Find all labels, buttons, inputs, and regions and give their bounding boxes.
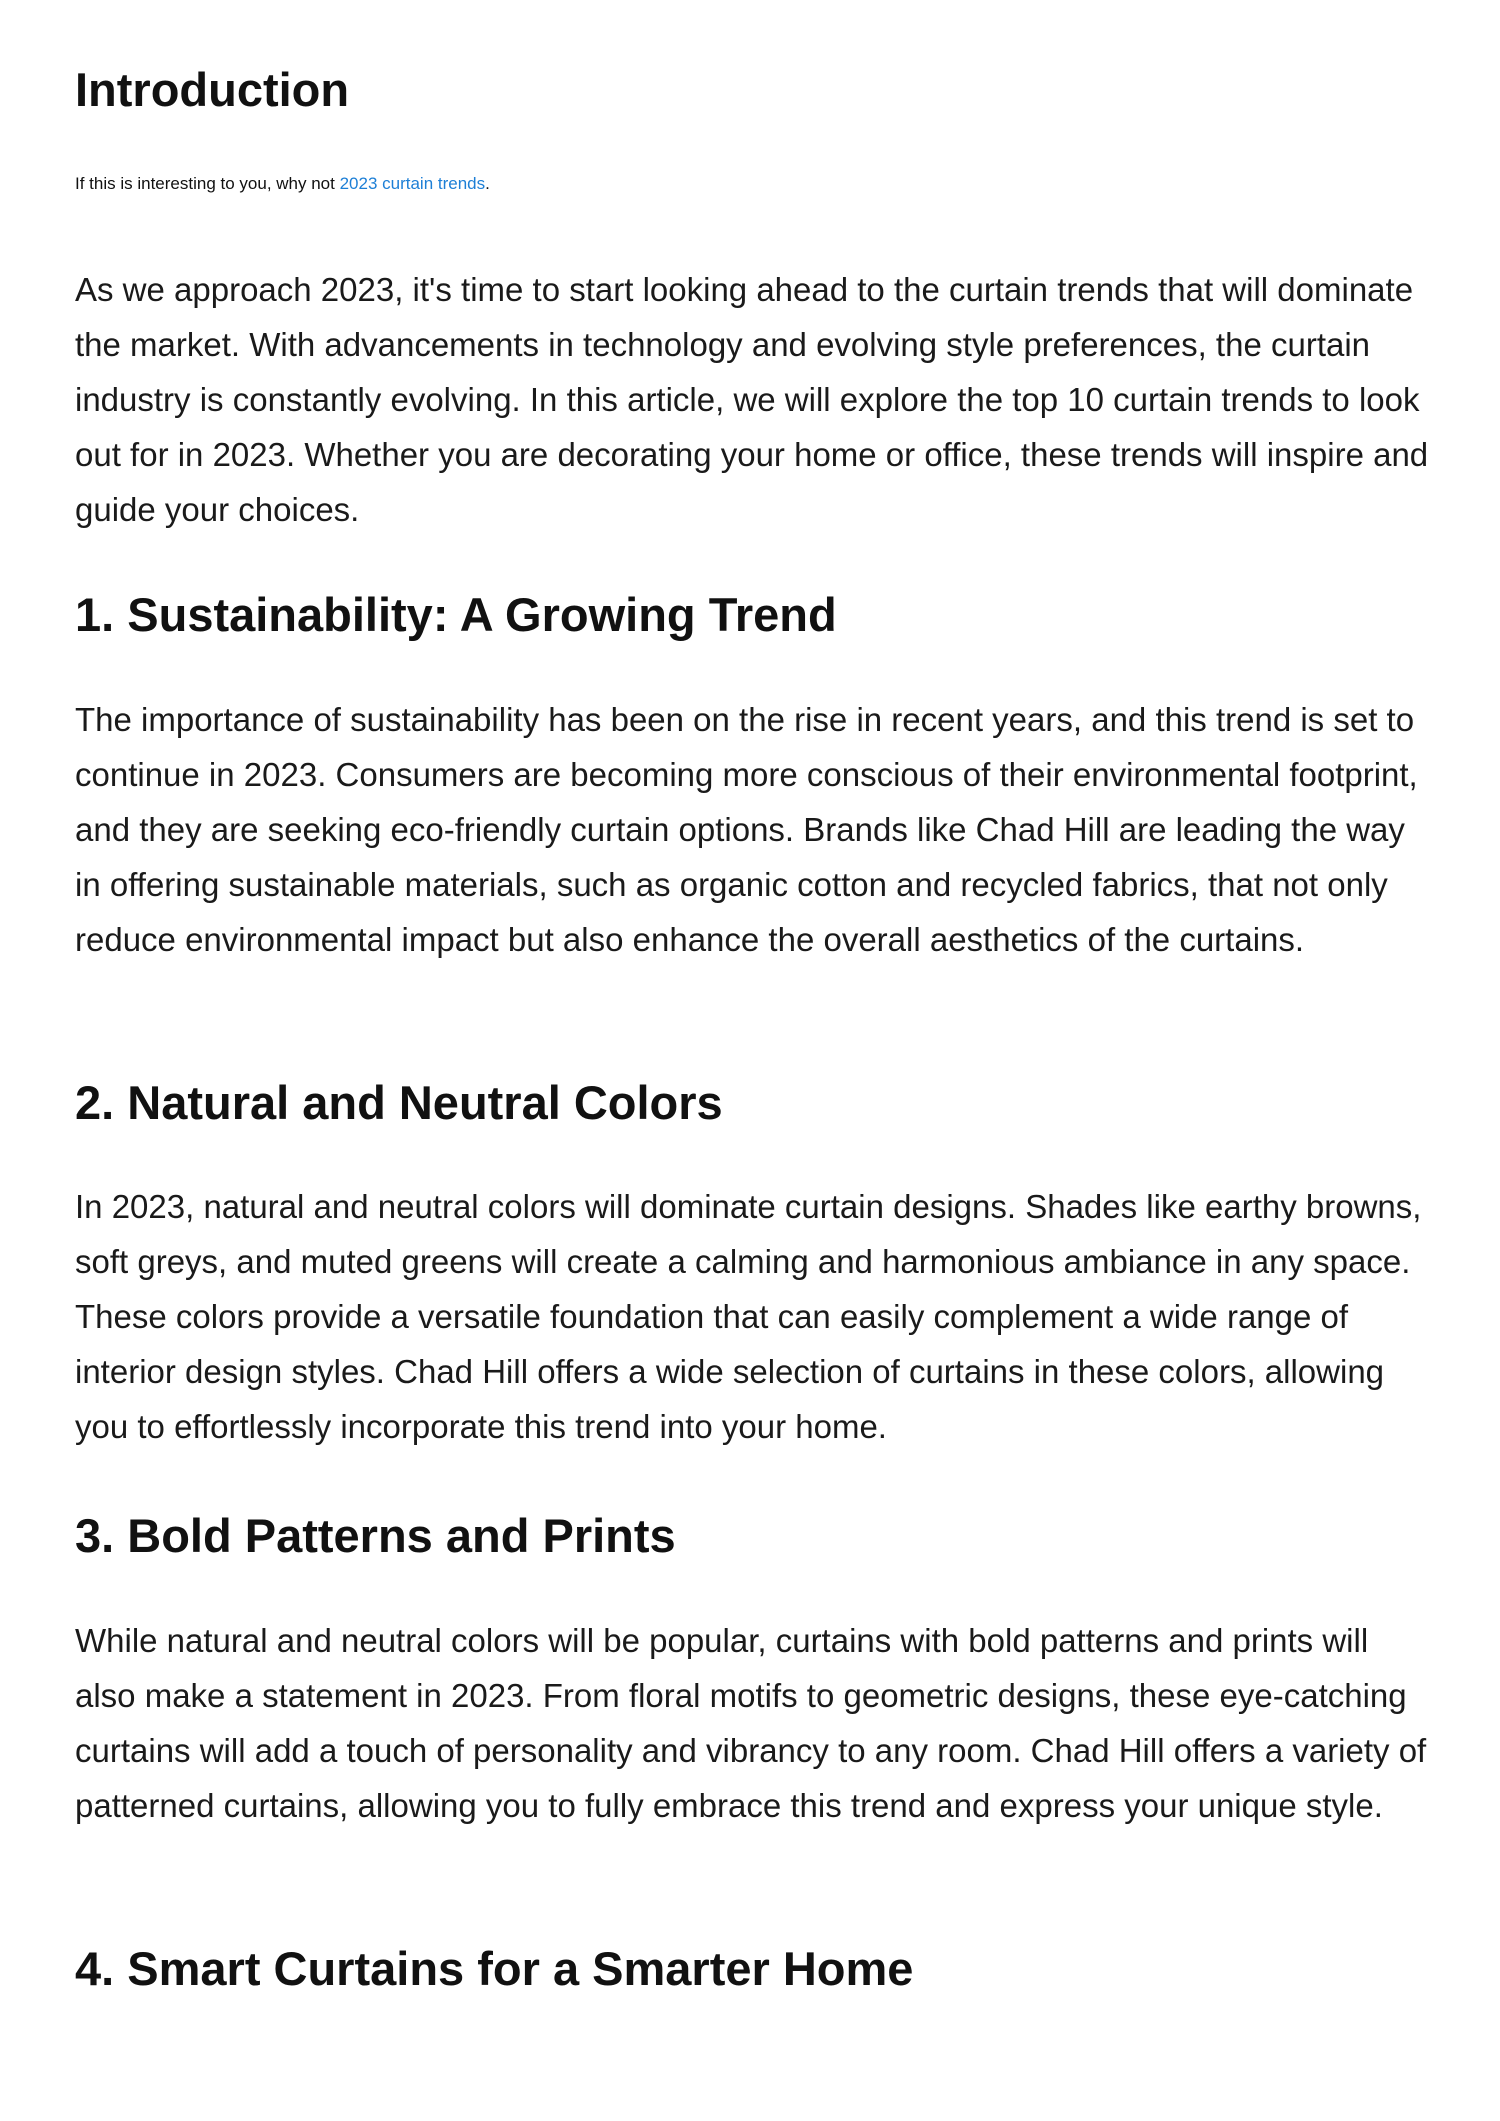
note-suffix: . bbox=[485, 174, 490, 193]
section-title-bold-patterns: 3. Bold Patterns and Prints bbox=[75, 1509, 676, 1562]
page-title: Introduction bbox=[75, 63, 350, 116]
section-paragraph-sustainability: The importance of sustainability has been on the rise in recent years, and this trend is set to continue in 2023. Consumers are becoming more conscious of their environmental footprint, and they are seeking eco-friendly curtain options. Brands like Chad Hill are leading the way in offering sustainable materials, such as organic cotton and recycled fabrics, that not only reduce environmental impact but also enhance the overall aesthetics of the curtains. bbox=[75, 701, 1418, 958]
intro-paragraph: As we approach 2023, it's time to start looking ahead to the curtain trends that will dominate the market. With advancements in technology and evolving style preferences, the curtain industry is constantly evolving. In this article, we will explore the top 10 curtain trends to look out for in 2023. Whether you are decorating your home or office, these trends will inspire and guide your choices. bbox=[75, 271, 1429, 528]
section-paragraph-bold-patterns: While natural and neutral colors will be popular, curtains with bold patterns and prints will also make a statement in 2023. From floral motifs to geometric designs, these eye-catching curtains will add a touch of personality and vibrancy to any room. Chad Hill offers a variety of patterned curtains, allowing you to fully embrace this trend and express your unique style. bbox=[75, 1622, 1427, 1824]
related-article-note bbox=[75, 172, 490, 196]
section-title-smart-curtains: 4. Smart Curtains for a Smarter Home bbox=[75, 1942, 914, 1995]
related-article-link[interactable]: 2023 curtain trends bbox=[339, 174, 486, 193]
section-title-sustainability: 1. Sustainability: A Growing Trend bbox=[75, 588, 837, 641]
section-paragraph-natural-colors: In 2023, natural and neutral colors will dominate curtain designs. Shades like earthy browns, soft greys, and muted greens will create a calming and harmonious ambiance in any space. These colors provide a versatile foundation that can easily complement a wide range of interior design styles. Chad Hill offers a wide selection of curtains in these colors, allowing you to effortlessly incorporate this trend into your home. bbox=[75, 1188, 1422, 1445]
section-title-natural-colors: 2. Natural and Neutral Colors bbox=[75, 1076, 723, 1129]
note-prefix: If this is interesting to you, why not bbox=[75, 174, 340, 193]
